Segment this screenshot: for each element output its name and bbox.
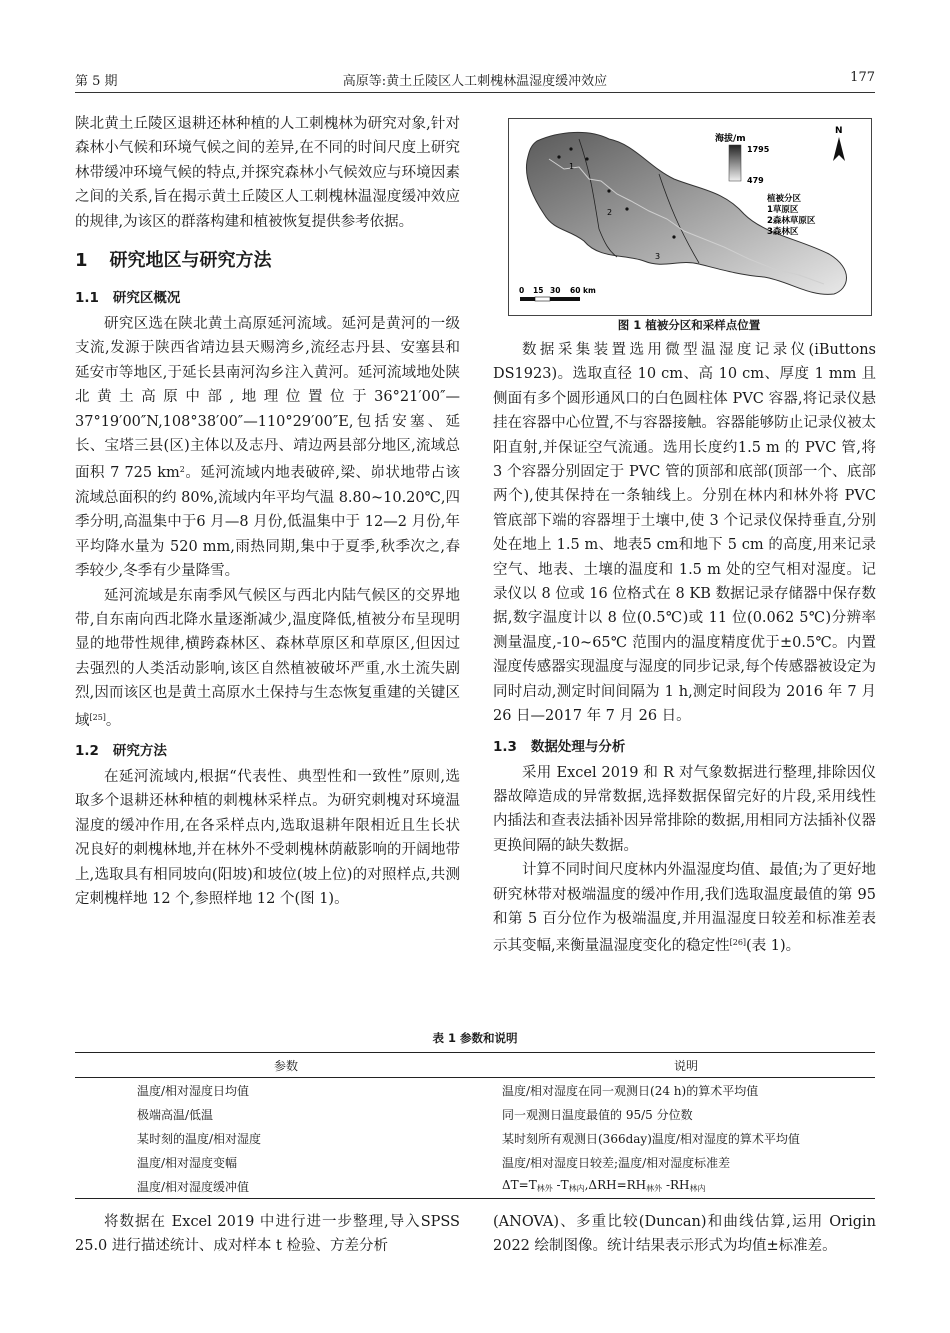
superscript: 2 <box>179 465 185 475</box>
legend-max: 1795 <box>747 145 770 154</box>
figure-1-caption: 图 1 植被分区和采样点位置 <box>617 318 761 332</box>
header-param: 参数 <box>273 1058 298 1073</box>
citation-ref: [26] <box>729 938 747 948</box>
formula-part: -RH <box>662 1178 690 1192</box>
subsection-number: 1.3 <box>493 738 517 755</box>
study-area-paragraph <box>75 312 460 583</box>
calculation-paragraph <box>493 858 876 959</box>
processing-paragraph: 采用 Excel 2019 和 R 对气象数据进行整理,排除因仪器故障造成的异常数据,选择数据保留完好的片段,采用线性内插法和查表法插补因异常排除的数据,用相同方法插补仪器更换间隔的缺失数据。 <box>493 764 876 854</box>
north-label: N <box>835 126 843 136</box>
scale-tick: 60 km <box>570 286 596 295</box>
table-cell: 同一观测日温度最值的 95/5 分位数 <box>502 1107 693 1122</box>
legend-min: 479 <box>747 176 764 185</box>
zone-label-1: 1 <box>569 162 575 171</box>
sample-point <box>607 189 610 192</box>
paragraph-text: 研究区选在陕北黄土高原延河流域。延河是黄河的一级支流,发源于陕西省靖边县天赐湾乡,流经志丹县、安塞县和延安市等地区,于延长县南河沟乡注入黄河。延河流域地处陕北黄土高原中部,地理位置位于36°21′00″—37°19′00″N,108°38′00″—110°29′00″E,包括安塞、延长、宝塔三县(区)主体以及志丹、靖边两县部分地区,流域总面积 7 725 km <box>75 316 460 482</box>
table-cell: 极端高温/低温 <box>137 1107 214 1122</box>
formula-part: ΔT=T <box>502 1178 537 1192</box>
table-cell: 温度/相对湿度变幅 <box>137 1155 238 1170</box>
subsection-number: 1.2 <box>75 742 99 759</box>
subsection-title: 研究方法 <box>112 742 167 759</box>
table-cell: 温度/相对湿度缓冲值 <box>137 1179 250 1194</box>
table-cell: 温度/相对湿度日均值 <box>137 1083 250 1098</box>
formula-part: ,ΔRH=RH <box>584 1178 647 1192</box>
paragraph-text: 。 <box>105 712 121 729</box>
north-arrow-icon <box>833 137 845 161</box>
scale-tick: 0 <box>519 286 525 295</box>
table-header-row <box>75 1053 875 1078</box>
watershed-map <box>509 119 871 315</box>
scale-bar <box>520 297 580 301</box>
sample-point <box>672 235 675 238</box>
formula-subscript: 林外 <box>646 1184 663 1193</box>
table-cell: 温度/相对湿度在同一观测日(24 h)的算术平均值 <box>502 1083 759 1098</box>
running-title: 高原等:黄土丘陵区人工刺槐林温湿度缓冲效应 <box>342 74 608 89</box>
sample-point <box>585 157 588 160</box>
table-row <box>75 1078 875 1103</box>
table-row <box>75 1102 875 1126</box>
section-1-3-heading <box>493 735 876 759</box>
section-number: 1 <box>75 250 88 272</box>
paragraph-text: 延河流域是东南季风气候区与西北内陆气候区的交界地带,自东南向西北降水量逐渐减少,温度降低,植被分布呈现明显的地带性规律,横跨森林区、森林草原区和草原区,但因过去强烈的人类活动影响,该区自然植被破坏严重,水土流失剧烈,因而该区也是黄土高原水土保持与生态恢复重建的关键区域 <box>75 587 460 729</box>
section-title: 研究地区与研究方法 <box>109 250 272 272</box>
citation-ref: [25] <box>89 712 106 722</box>
scale-tick: 30 <box>550 286 561 295</box>
subsection-title: 研究区概况 <box>112 290 181 307</box>
methods-paragraph: 在延河流域内,根据“代表性、典型性和一致性”原则,选取多个退耕还林种植的刺槐林采样点。为研究刺槐对环境温湿度的缓冲作用,在各采样点内,选取退耕年限相近且生长状况良好的刺槐林地,并在林外不受刺槐林荫蔽影响的开阔地带上,选取具有相同坡向(阳坡)和坡位(坡上位)的对照样点,共测定刺槐样地 12 个,参照样地 12 个(图 1)。 <box>75 768 460 907</box>
zone-legend-1: 1草原区 <box>767 205 799 215</box>
bottom-left-text: 将数据在 Excel 2019 中进行进一步整理,导入SPSS 25.0 进行描述统计、成对样本 t 检验、方差分析 <box>75 1214 460 1255</box>
buffer-formula <box>498 1174 875 1199</box>
formula-subscript: 林外 <box>536 1184 553 1193</box>
parameter-table <box>75 1052 875 1199</box>
formula-part: -T <box>552 1178 569 1192</box>
intro-paragraph: 陕北黄土丘陵区退耕还林种植的人工刺槐林为研究对象,针对森林小气候和环境气候之间的差异,在不同的时间尺度上研究林带缓冲环境气候的特点,并探究森林小气候效应与环境因素之间的关系,旨在揭示黄土丘陵区人工刺槐林温湿度缓冲效应的规律,为该区的群落构建和植被恢复提供参考依据。 <box>75 116 460 230</box>
elevation-ramp <box>729 145 741 181</box>
climate-paragraph <box>75 584 460 733</box>
formula-subscript: 林内 <box>689 1184 706 1193</box>
zone-label-2: 2 <box>607 208 613 217</box>
issue-number: 第 5 期 <box>75 74 118 89</box>
sample-point <box>557 155 560 158</box>
subsection-number: 1.1 <box>75 290 99 307</box>
table-row <box>75 1150 875 1174</box>
sample-point <box>569 147 572 150</box>
left-column <box>75 112 460 911</box>
bottom-right-text: (ANOVA)、多重比较(Duncan)和曲线估算,运用 Origin 2022 绘制图像。统计结果表示形式为均值±标准差。 <box>493 1214 876 1255</box>
table-cell: 某时刻的温度/相对湿度 <box>137 1131 262 1146</box>
table-cell: 温度/相对湿度日较差;温度/相对湿度标准差 <box>502 1155 731 1170</box>
scale-tick: 15 <box>533 286 544 295</box>
right-column <box>493 338 876 959</box>
table-cell: 某时刻所有观测日(366day)温度/相对湿度的算术平均值 <box>502 1131 800 1146</box>
subsection-title: 数据处理与分析 <box>530 738 626 755</box>
watershed-shape <box>526 132 846 294</box>
table-1-caption: 表 1 参数和说明 <box>432 1031 518 1045</box>
table-row <box>75 1174 875 1199</box>
paragraph-text: 。延河流域内地表破碎,梁、峁状地带占该流域总面积的约 80%,流域内年平均气温 8.80~10.20℃,四季分明,高温集中于6 月—8 月份,低温集中于 12—2 月份,年平均降水量为 520 mm,雨热同期,集中于夏季,秋季次之,春季较少,冬季有少量降雪。 <box>75 465 461 580</box>
formula-subscript: 林内 <box>568 1184 585 1193</box>
zone-legend-3: 3森林区 <box>767 227 799 237</box>
paragraph-text: (表 1)。 <box>746 938 801 955</box>
section-1-1-heading <box>75 286 460 310</box>
running-header <box>75 66 875 93</box>
paragraph-text: 计算不同时间尺度林内外温湿度均值、最值;为了更好地研究林带对极端温度的缓冲作用,我们选取温度最值的第 95 和第 5 百分位作为极端温度,并用温湿度日较差和标准差表示其变幅,来衡量温湿度变化的稳定性 <box>493 862 876 955</box>
table-1 <box>75 1052 875 1199</box>
zone-legend-title: 植被分区 <box>767 194 802 204</box>
table-row <box>75 1126 875 1150</box>
section-1-2-heading <box>75 739 460 763</box>
section-1-heading <box>75 248 460 274</box>
figure-1-map <box>508 118 872 316</box>
zone-label-3: 3 <box>655 252 661 261</box>
device-paragraph: 数据采集装置选用微型温湿度记录仪(iButtons DS1923)。选取直径 10 cm、高 10 cm、厚度 1 mm 且侧面有多个圆形通风口的白色圆柱体 PVC 容器,将记录仪悬挂在容器中心位置,不与容器接触。容器能够防止记录仪被太阳直射,并保证空气流通。选用长度约1.5 m 的 PVC 管,将 3 个容器分别固定于 PVC 管的顶部和底部(顶部一个、底部两个),使其保持在一条轴线上。分别在林内和林外将 PVC 管底部下端的容器埋于土壤中,使 3 个记录仪保持垂直,分别处在地上 1.5 m、地表5 cm和地下 5 cm 的高度,用来记录空气、地表、土壤的温度和 1.5 m 处的空气相对湿度。记录仪以 8 位或 16 位格式在 8 KB 数据记录存储器中保存数据,数字温度计以 8 位(0.5℃)或 11 位(0.062 5℃)分辨率测量温度,-10~65℃ 范围内的温度精度优于±0.5℃。内置湿度传感器实现温度与湿度的同步记录,每个传感器被设定为同时启动,测定时间间隔为 1 h,测定时间段为 2016 年 7 月 26 日—2017 年 7 月 26 日。 <box>493 342 876 725</box>
zone-legend-2: 2森林草原区 <box>767 216 816 226</box>
sample-point <box>625 207 628 210</box>
page-number: 177 <box>850 70 875 85</box>
legend-title: 海拔/m <box>715 134 746 144</box>
header-desc: 说明 <box>673 1058 698 1073</box>
